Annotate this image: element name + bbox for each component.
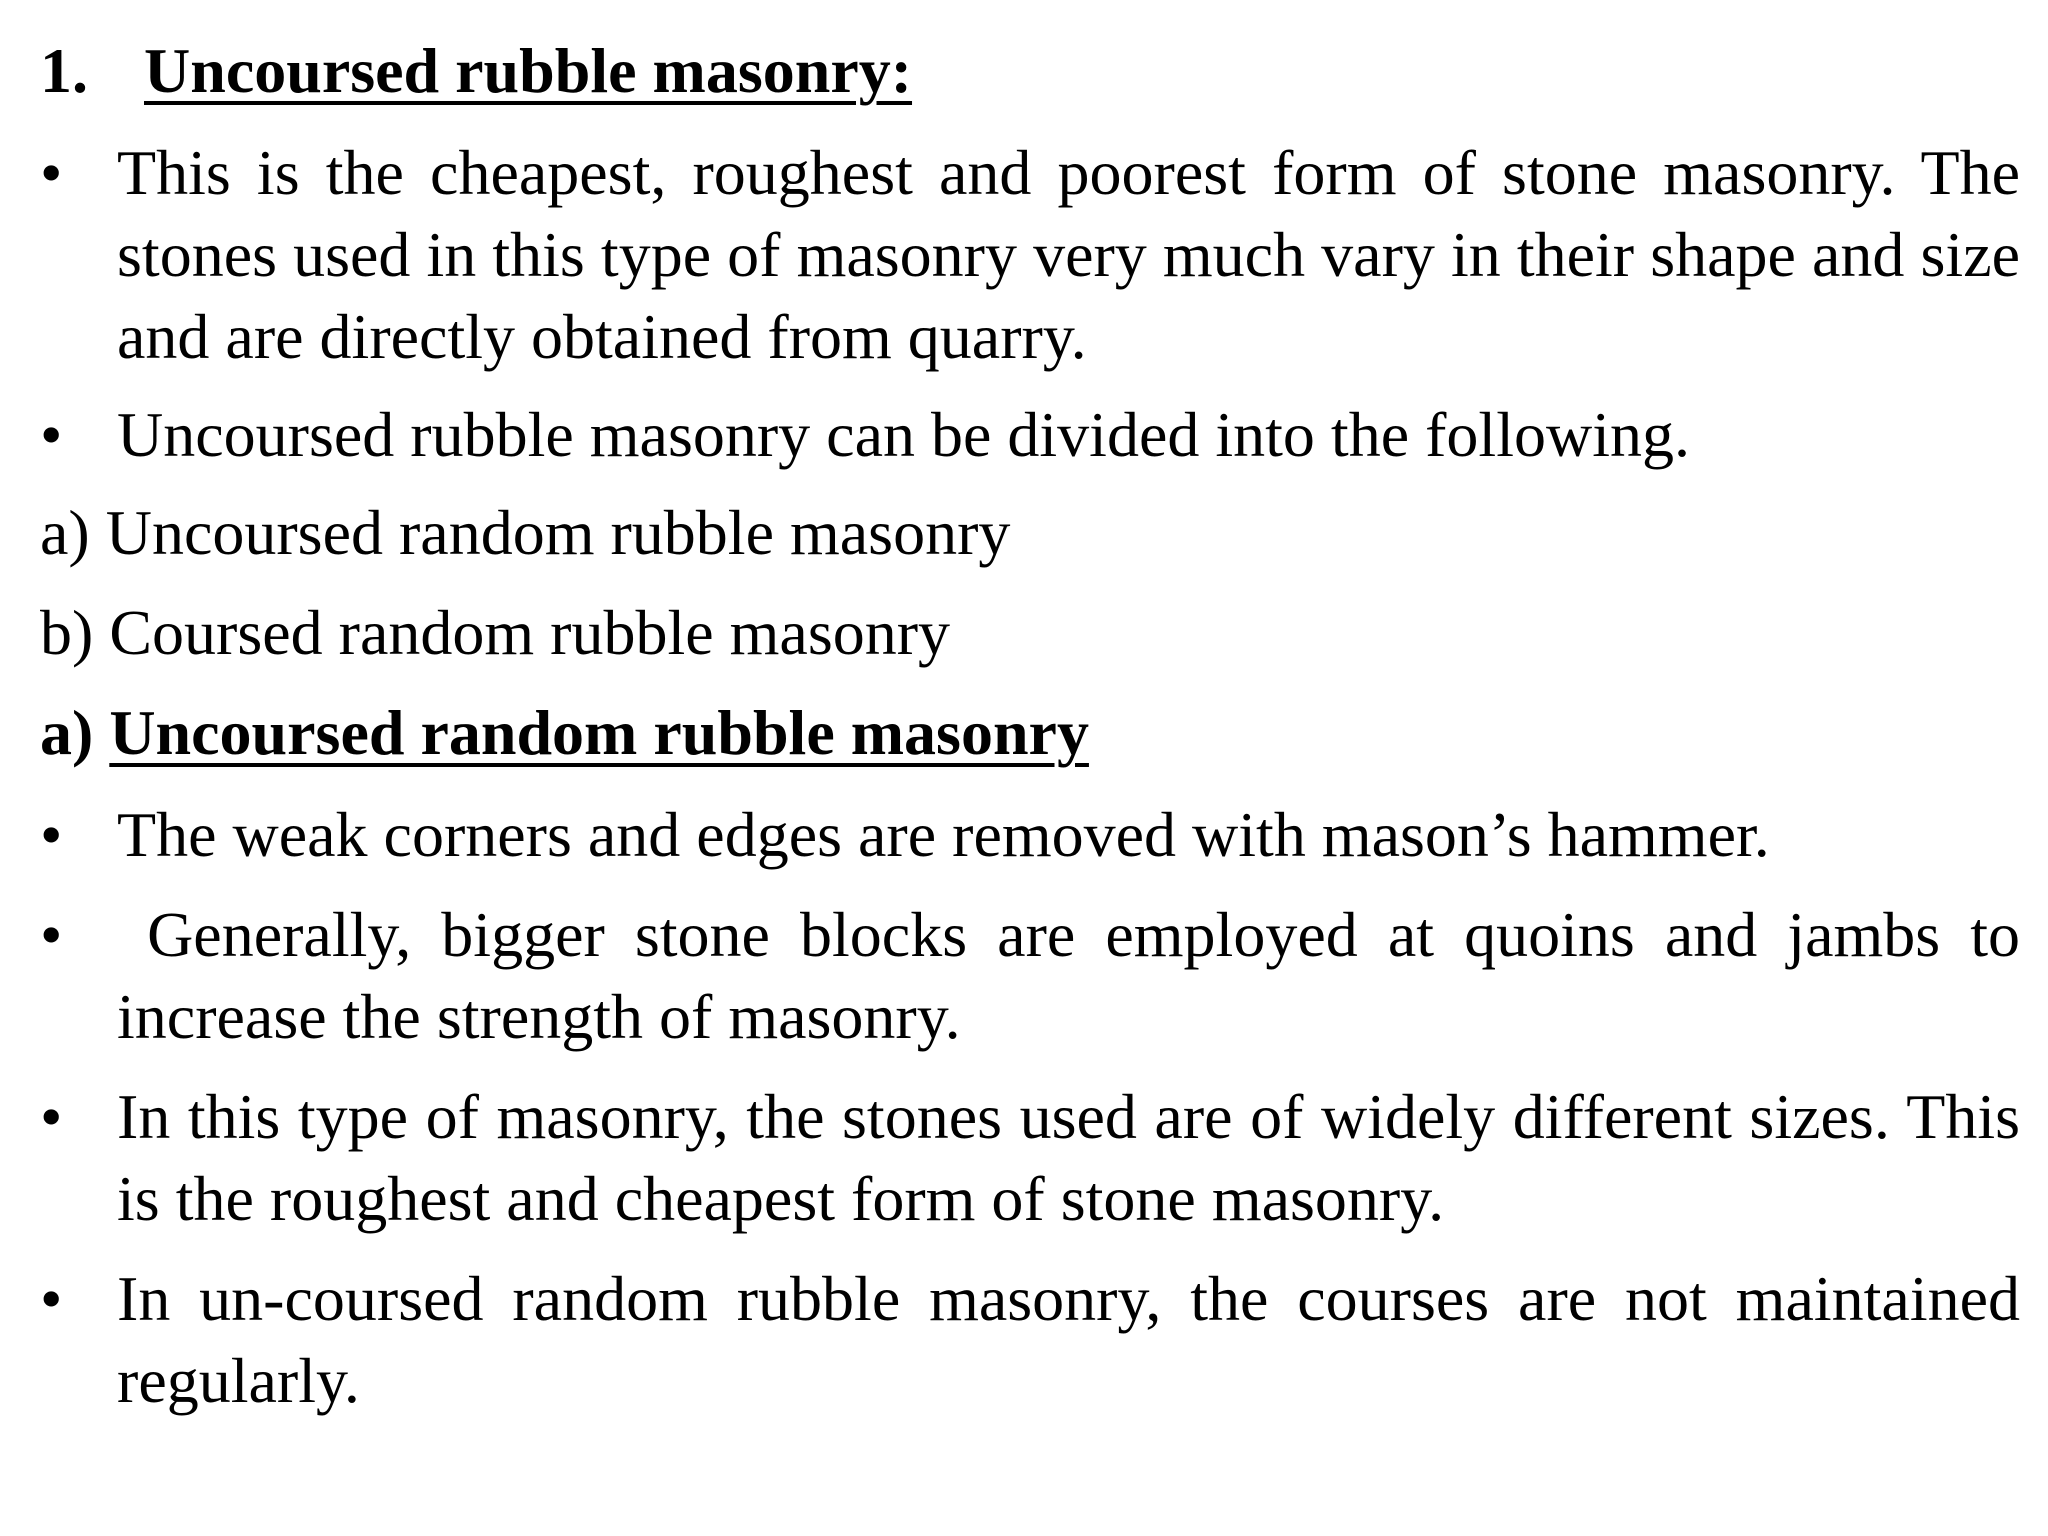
section-heading <box>40 32 912 110</box>
subsection-title: Uncoursed random rubble masonry <box>109 697 1089 768</box>
subsection-prefix: a) <box>40 697 94 768</box>
type-item-a: a) Uncoursed random rubble masonry <box>40 497 1011 568</box>
intro-bullet <box>40 394 2020 476</box>
bullet-dot: • <box>40 137 63 208</box>
bullet-text: Uncoursed rubble masonry can be divided into the following. <box>117 399 1690 470</box>
subsection-heading <box>40 694 1089 772</box>
bullet-dot: • <box>40 799 63 870</box>
bullet-text: In un-coursed random rubble masonry, the courses are not maintained regularly. <box>117 1263 2020 1416</box>
section-title: Uncoursed rubble masonry: <box>144 35 913 106</box>
type-item-b: b) Coursed random rubble masonry <box>40 597 951 668</box>
section-number: 1. <box>40 35 88 106</box>
bullet-dot: • <box>40 1081 63 1152</box>
bullet-dot: • <box>40 899 63 970</box>
detail-bullet <box>40 1258 2020 1422</box>
bullet-text: This is the cheapest, roughest and poorest form of stone masonry. The stones used in this type of masonry very much vary in their shape and size and are directly obtained from quarry. <box>117 137 2020 372</box>
detail-bullet <box>40 1076 2020 1240</box>
bullet-dot: • <box>40 399 63 470</box>
bullet-text: Generally, bigger stone blocks are employed at quoins and jambs to increase the strength of masonry. <box>117 899 2037 1052</box>
bullet-text: In this type of masonry, the stones used are of widely different sizes. This is the roughest and cheapest form of stone masonry. <box>117 1081 2020 1234</box>
detail-bullet <box>40 894 2037 1058</box>
intro-bullet <box>40 132 2020 378</box>
bullet-dot: • <box>40 1263 63 1334</box>
detail-bullet <box>40 794 2020 876</box>
bullet-text: The weak corners and edges are removed with mason’s hammer. <box>117 799 1770 870</box>
